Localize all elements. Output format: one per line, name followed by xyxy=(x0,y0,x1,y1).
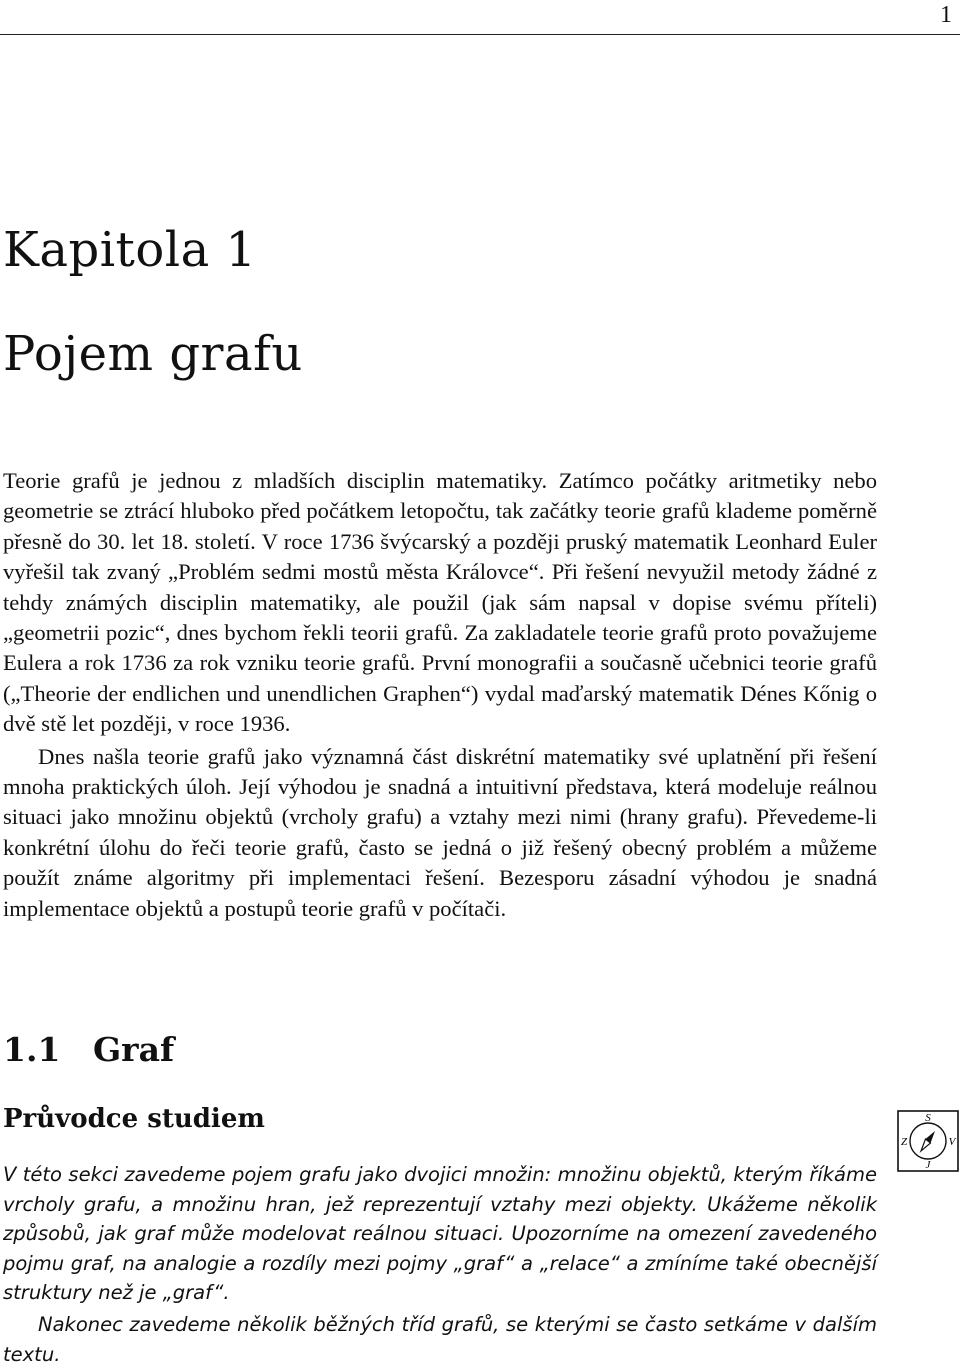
section-number: 1.1 xyxy=(3,1030,61,1069)
section-heading xyxy=(3,1030,174,1069)
compass-south-letter: J xyxy=(925,1159,931,1171)
guide-paragraph-1: V této sekci zavedeme pojem grafu jako dvojici množin: množinu objektů, kterým říkáme vrcholy grafu, a množinu hran, jež reprezentují vztahy mezi objekty. Ukážeme několik způsobů, jak graf může modelovat reálnou situaci. Upozorníme na omezení zavedeného pojmu graf, na analogie a rozdíly mezi pojmy „graf“ a „relace“ a zmíníme také obecnější struktury než je „graf“. xyxy=(3,1163,877,1305)
intro-paragraph-2: Dnes našla teorie grafů jako významná část diskrétní matematiky své uplatnění při řešení mnoha praktických úloh. Její výhodou je snadná a intuitivní představa, která modeluje reálnou situaci jako množinu objektů (vrcholy grafu) a vztahy mezi nimi (hrany grafu). Převedeme-li konkrétní úlohu do řeči teorie grafů, často se jedná o již řešený obecný problém a můžeme použít známe algoritmy při implementaci řešení. Bezesporu zásadní výhodou je snadná implementace objektů a postupů teorie grafů v počítači. xyxy=(3,743,877,921)
intro-paragraph-1: Teorie grafů je jednou z mladších disciplin matematiky. Zatímco počátky aritmetiky nebo geometrie se ztrácí hluboko před počátkem letopočtu, tak začátky teorie grafů klademe poměrně přesně do 30. let 18. století. V roce 1736 švýcarský a později pruský matematik Leonhard Euler vyřešil tak zvaný „Problém sedmi mostů města Královce“. Při řešení nevyužil metody žádné z tehdy známých disciplin matematiky, ale použil (jak sám napsal v dopise svému příteli) „geometrii pozic“, dnes bychom řekli teorii grafů. Za zakladatele teorie grafů proto považujeme Eulera a rok 1736 za rok vzniku teorie grafů. První monografii a současně učebnici teorie grafů („Theorie der endlichen und unendlichen Graphen“) vydal maďarský matematik Dénes Kőnig o dvě stě let později, v roce 1936. xyxy=(3,468,877,737)
study-guide-heading: Průvodce studiem xyxy=(3,1104,265,1134)
guide-paragraph-2: Nakonec zavedeme několik běžných tříd grafů, se kterými se často setkáme v dalším textu. xyxy=(3,1312,877,1366)
page-number: 1 xyxy=(940,2,952,28)
compass-west-letter: Z xyxy=(900,1136,908,1148)
section-title: Graf xyxy=(93,1030,175,1069)
chapter-title: Pojem grafu xyxy=(3,326,303,382)
compass-east-letter: V xyxy=(948,1136,956,1148)
study-guide-text xyxy=(3,1160,877,1369)
header-rule xyxy=(0,34,960,35)
chapter-intro xyxy=(3,466,877,924)
compass-icon xyxy=(897,1110,959,1172)
compass-north-letter: S xyxy=(925,1112,931,1124)
chapter-label: Kapitola 1 xyxy=(3,222,257,278)
